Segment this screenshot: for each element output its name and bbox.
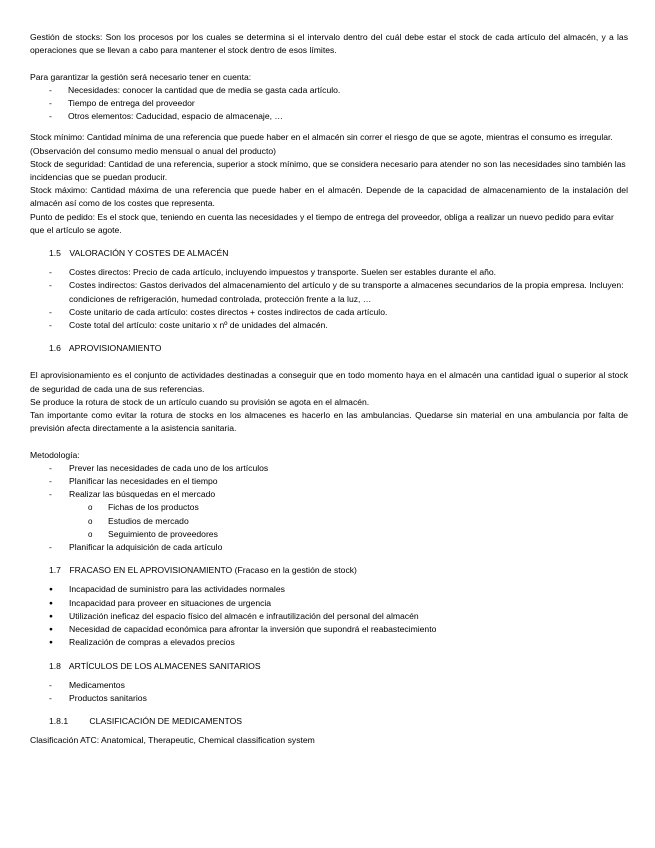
section-heading xyxy=(30,715,628,728)
list-item: - Costes directos: Precio de cada artículo, incluyendo impuestos y transporte. Suelen ser estables durante el año. xyxy=(30,266,628,279)
section-heading xyxy=(30,660,628,673)
list-item: - Coste unitario de cada artículo: costes directos + costes indirectos de cada artículo. xyxy=(30,306,628,319)
metodologia-label: Metodología: xyxy=(30,449,80,460)
section-heading xyxy=(30,564,628,577)
section-number: 1.8.1 xyxy=(49,716,69,727)
list-item: - Realizar las búsquedas en el mercado xyxy=(30,488,628,501)
section-title: FRACASO EN EL APROVISIONAMIENTO (Fracaso en la gestión de stock) xyxy=(69,565,357,576)
list-item: ● Incapacidad de suministro para las actividades normales xyxy=(30,583,628,596)
stock-seguridad-definition: Stock de seguridad: Cantidad de una referencia, superior a stock mínimo, que se considera necesario para atender no son las necesidades sino también las incidencias que se puedan producir. xyxy=(30,158,626,183)
list-item: - Tiempo de entrega del proveedor xyxy=(30,97,628,110)
section-number: 1.8 xyxy=(49,660,61,671)
metodologia-list-end xyxy=(30,541,628,554)
list-item: - Prever las necesidades de cada uno de los artículos xyxy=(30,462,628,475)
sub-list-item: o Estudios de mercado xyxy=(30,515,628,528)
intro-lead: Para garantizar la gestión será necesario tener en cuenta: xyxy=(30,71,252,82)
list-item: - Necesidades: conocer la cantidad que de media se gasta cada artículo. xyxy=(30,84,628,97)
section-heading xyxy=(30,247,628,260)
stock-maximo-definition: Stock máximo: Cantidad máxima de una referencia que puede haber en el almacén. Depende de la capacidad de almacenamiento de la instalación del almacén así como de los costes que representa. xyxy=(30,185,628,209)
list-item: ● Necesidad de capacidad económica para afrontar la inversión que supondrá el reabastecimiento xyxy=(30,623,628,636)
list-item: - Medicamentos xyxy=(30,679,628,692)
intro-list xyxy=(30,84,628,124)
section-number: 1.5 xyxy=(49,248,61,259)
list-item: - Planificar las necesidades en el tiempo xyxy=(30,475,628,488)
costs-list xyxy=(30,266,628,332)
articulos-list xyxy=(30,679,628,705)
section-title: APROVISIONAMIENTO xyxy=(68,343,162,354)
aprovisionamiento-paragraph: El aprovisionamiento es el conjunto de actividades destinadas a conseguir que en todo momento haya en el almacén una cantidad igual o superior al stock de seguridad de cada una de sus referencias. xyxy=(30,370,628,394)
list-item: - Planificar la adquisición de cada artículo xyxy=(30,541,628,554)
intro-paragraph: Gestión de stocks: Son los procesos por los cuales se determina si el intervalo dentro del cuál debe estar el stock de cada artículo del almacén, y a las operaciones que se llevan a cabo para mantener el stock dentro de esos límites. xyxy=(30,32,628,56)
fracaso-list xyxy=(30,583,628,649)
section-title: VALORACIÓN Y COSTES DE ALMACÉN xyxy=(69,248,229,259)
list-item: - Productos sanitarios xyxy=(30,692,628,705)
list-item: ● Incapacidad para proveer en situaciones de urgencia xyxy=(30,597,628,610)
list-item: - Costes indirectos: Gastos derivados del almacenamiento del artículo y de su transporte a almacenes secundarios de la propia empresa. Incluyen: condiciones de refrigeración, humedad controlada, protección frente a la luz, … xyxy=(30,279,628,305)
list-item: - Otros elementos: Caducidad, espacio de almacenaje, … xyxy=(30,110,628,123)
sub-list-item: o Fichas de los productos xyxy=(30,501,628,514)
list-item: ● Realización de compras a elevados precios xyxy=(30,636,628,649)
section-title: CLASIFICACIÓN DE MEDICAMENTOS xyxy=(89,716,243,727)
section-number: 1.7 xyxy=(49,565,61,576)
list-item: ● Utilización ineficaz del espacio físico del almacén e infrautilización del personal del almacén xyxy=(30,610,628,623)
punto-pedido-definition: Punto de pedido: Es el stock que, teniendo en cuenta las necesidades y el tiempo de entrega del proveedor, obliga a realizar un nuevo pedido para evitar que el artículo se agote. xyxy=(30,211,614,235)
metodologia-sublist xyxy=(30,501,628,541)
section-title: ARTÍCULOS DE LOS ALMACENES SANITARIOS xyxy=(68,660,261,671)
ambulancias-paragraph: Tan importante como evitar la rotura de stocks en los almacenes es hacerlo en las ambulancias. Quedarse sin material en una ambulancia por falta de previsión afecta directamente a la asistencia sanitaria. xyxy=(30,410,628,434)
metodologia-list xyxy=(30,462,628,502)
list-item: - Coste total del artículo: coste unitario x nº de unidades del almacén. xyxy=(30,319,628,332)
sub-list-item: o Seguimiento de proveedores xyxy=(30,528,628,541)
section-heading xyxy=(30,342,628,355)
atc-paragraph: Clasificación ATC: Anatomical, Therapeutic, Chemical classification system xyxy=(30,735,315,746)
rotura-paragraph: Se produce la rotura de stock de un artículo cuando su provisión se agota en el almacén. xyxy=(30,396,370,407)
observation-note: (Observación del consumo medio mensual o anual del producto) xyxy=(30,145,277,156)
section-number: 1.6 xyxy=(49,343,61,354)
stock-minimo-definition: Stock mínimo: Cantidad mínima de una referencia que puede haber en el almacén sin correr el riesgo de que se agote, mientras el consumo es irregular. xyxy=(30,132,613,143)
document-page xyxy=(30,31,628,748)
